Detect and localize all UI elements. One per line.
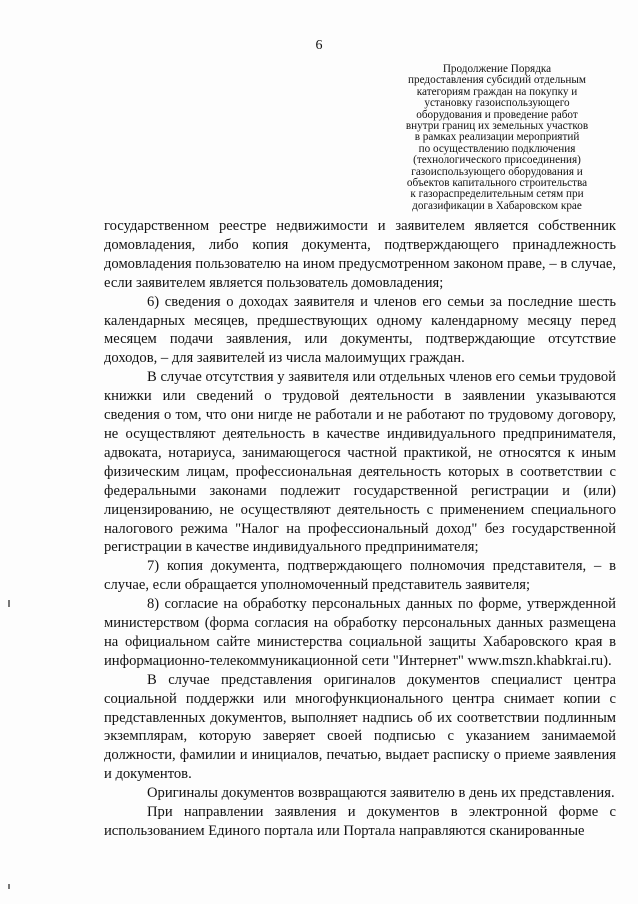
header-line: объектов капитального строительства bbox=[406, 177, 588, 190]
header-line: к газораспределительным сетям при bbox=[410, 188, 584, 201]
header-line: установку газоиспользующего bbox=[424, 97, 570, 110]
paragraph: государственном реестре недвижимости и заявителем является собственник домовладения, либо копия документа, подтверждающего принадлежность домовладения пользователю на ином предусмотренном законом праве, – в случае, если заявителем является пользователь домовладения; bbox=[104, 218, 616, 291]
header-line: догазификации в Хабаровском крае bbox=[412, 199, 582, 212]
paragraph: 6) сведения о доходах заявителя и членов его семьи за последние шесть календарных месяцев, предшествующих одному календарному месяцу перед месяцем подачи заявления, или документы, подтверждающие отсутствие доходов, – для заявителей из числа малоимущих граждан. bbox=[104, 293, 616, 367]
header-line: оборудования и проведение работ bbox=[416, 108, 578, 121]
header-line: в рамках реализации мероприятий bbox=[414, 131, 580, 144]
paragraph: В случае отсутствия у заявителя или отдельных членов его семьи трудовой книжки или сведений о трудовой деятельности в заявлении указываются сведения о том, что они нигде не работали и не работают по трудовому договору, не осуществляют деятельность в качестве индивидуального предпринимателя, адвоката, нотариуса, занимающегося частной практикой, не относятся к иным физическим лицам, профессиональная деятельность которых в соответствии с федеральными законами подлежит государственной регистрации и (или) лицензированию, не осуществляют деятельность с применением специального налогового режима "Налог на профессиональный доход" без государственной регистрации в качестве индивидуального предпринимателя; bbox=[104, 369, 616, 556]
header-block bbox=[378, 64, 616, 212]
header-line: Продолжение Порядка bbox=[442, 63, 552, 75]
header-line: внутри границ их земельных участков bbox=[405, 120, 589, 133]
scan-mark bbox=[8, 600, 10, 607]
header-line: предоставления субсидий отдельным bbox=[407, 74, 586, 87]
body-text bbox=[104, 217, 616, 841]
header-line: (технологического присоединения) bbox=[413, 154, 581, 167]
scan-mark bbox=[8, 884, 10, 889]
paragraph: 7) копия документа, подтверждающего полномочия представителя, – в случае, если обращается уполномоченный представитель заявителя; bbox=[104, 558, 616, 594]
header-line: газоиспользующего оборудования и bbox=[411, 165, 583, 178]
paragraph: Оригиналы документов возвращаются заявителю в день их представления. bbox=[147, 785, 615, 802]
paragraph: 8) согласие на обработку персональных данных по форме, утвержденной министерством (форма согласия на обработку персональных данных размещена на официальном сайте министерства социальной защиты Хабаровского края в информационно-телекоммуникационной сети "Интернет" www.mszn.khabkrai.ru). bbox=[104, 596, 616, 669]
paragraph: При направлении заявления и документов в электронной форме с использованием Единого портала или Портала направляются сканированные bbox=[104, 804, 616, 839]
page-number: 6 bbox=[315, 38, 323, 53]
paragraph: В случае представления оригиналов документов специалист центра социальной поддержки или многофункционального центра снимает копии с представленных документов, выполняет надпись об их соответствии подлинным экземплярам, которую заверяет своей подписью с указанием занимаемой должности, фамилии и инициалов, печатью, выдает расписку о приеме заявления и документов. bbox=[104, 671, 616, 783]
header-line: категориям граждан на покупку и bbox=[416, 85, 578, 98]
header-line: по осуществлению подключения bbox=[418, 142, 576, 155]
